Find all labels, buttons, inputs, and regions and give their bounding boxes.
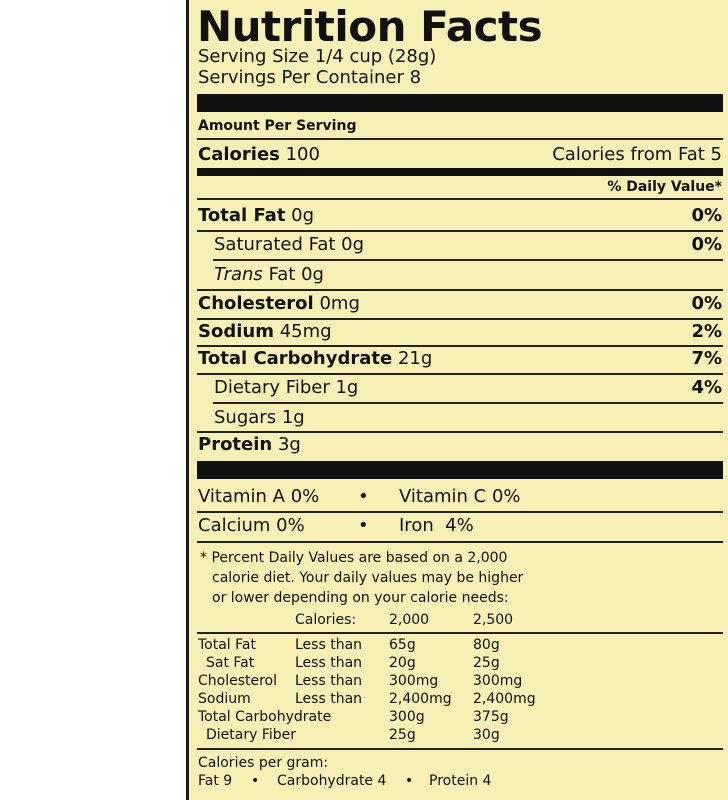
servings-per-container: Servings Per Container 8 xyxy=(198,67,422,88)
dv-table-col-2000: 65g 20g 300mg 2,400mg 300g 25g xyxy=(389,637,452,743)
nutrient-row-total-carbohydrate: Total Carbohydrate 21g 7% xyxy=(198,348,722,369)
dv-table-col-nutrient: Total Fat Sat Fat Cholesterol Sodium Total Carbohydrate Dietary Fiber xyxy=(198,637,332,743)
divider xyxy=(197,632,723,634)
iron: Iron 4% xyxy=(399,515,474,536)
nutrient-row-cholesterol: Cholesterol 0mg 0% xyxy=(198,293,722,314)
dv-table-header-2000: 2,000 xyxy=(389,612,430,628)
vitamin-a: Vitamin A 0% xyxy=(198,486,320,507)
calories-per-gram-protein: Protein 4 xyxy=(429,773,492,789)
calories-per-gram-carb: Carbohydrate 4 xyxy=(277,773,387,789)
nutrient-row-protein: Protein 3g xyxy=(198,434,301,455)
medium-divider xyxy=(197,168,723,176)
thick-divider xyxy=(197,94,723,112)
nutrition-label xyxy=(186,0,728,800)
divider xyxy=(213,259,723,261)
dv-table-col-limit: Less than Less than Less than Less than xyxy=(295,637,363,707)
divider xyxy=(197,345,723,347)
divider xyxy=(197,289,723,291)
footnote xyxy=(200,548,720,608)
nutrient-row-trans-fat: Trans Fat 0g xyxy=(214,264,324,285)
calories-per-gram-fat: Fat 9 xyxy=(198,773,233,789)
footnote-line: or lower depending on your calorie needs: xyxy=(212,590,509,606)
calcium: Calcium 0% xyxy=(198,515,305,536)
bullet: • xyxy=(358,486,369,507)
calories-value: 100 xyxy=(285,144,320,165)
divider xyxy=(197,230,723,232)
divider xyxy=(197,748,723,750)
dv-table-header-calories: Calories: xyxy=(295,612,357,628)
divider xyxy=(197,198,723,200)
bullet: • xyxy=(405,773,414,789)
divider xyxy=(197,511,723,513)
divider xyxy=(213,402,723,404)
footnote-line: calorie diet. Your daily values may be higher xyxy=(212,570,524,586)
nutrient-row-dietary-fiber: Dietary Fiber 1g 4% xyxy=(214,377,722,398)
thick-divider xyxy=(197,461,723,479)
bullet: • xyxy=(251,773,260,789)
footnote-line: * Percent Daily Values are based on a 2,000 xyxy=(200,550,508,566)
daily-value-header: % Daily Value* xyxy=(607,179,722,195)
divider xyxy=(197,318,723,320)
divider xyxy=(197,373,723,375)
serving-size: Serving Size 1/4 cup (28g) xyxy=(198,46,437,67)
divider xyxy=(197,431,723,433)
vitamin-c: Vitamin C 0% xyxy=(399,486,521,507)
amount-per-serving: Amount Per Serving xyxy=(198,118,357,134)
bullet: • xyxy=(358,515,369,536)
calories-label: Calories xyxy=(198,144,280,165)
nutrient-row-sodium: Sodium 45mg 2% xyxy=(198,321,722,342)
divider xyxy=(197,541,723,543)
label-title: Nutrition Facts xyxy=(197,2,543,51)
daily-value-header-row xyxy=(198,179,722,199)
dv-table-col-2500: 80g 25g 300mg 2,400mg 375g 30g xyxy=(473,637,536,743)
nutrient-row-sugars: Sugars 1g xyxy=(214,407,305,428)
dv-table-header-2500: 2,500 xyxy=(473,612,514,628)
calories-from-fat: Calories from Fat 5 xyxy=(552,144,722,165)
nutrient-row-saturated-fat: Saturated Fat 0g 0% xyxy=(214,234,722,255)
calories-per-gram-label: Calories per gram: xyxy=(198,755,329,771)
nutrient-row-total-fat: Total Fat 0g 0% xyxy=(198,205,722,226)
divider xyxy=(197,138,723,140)
